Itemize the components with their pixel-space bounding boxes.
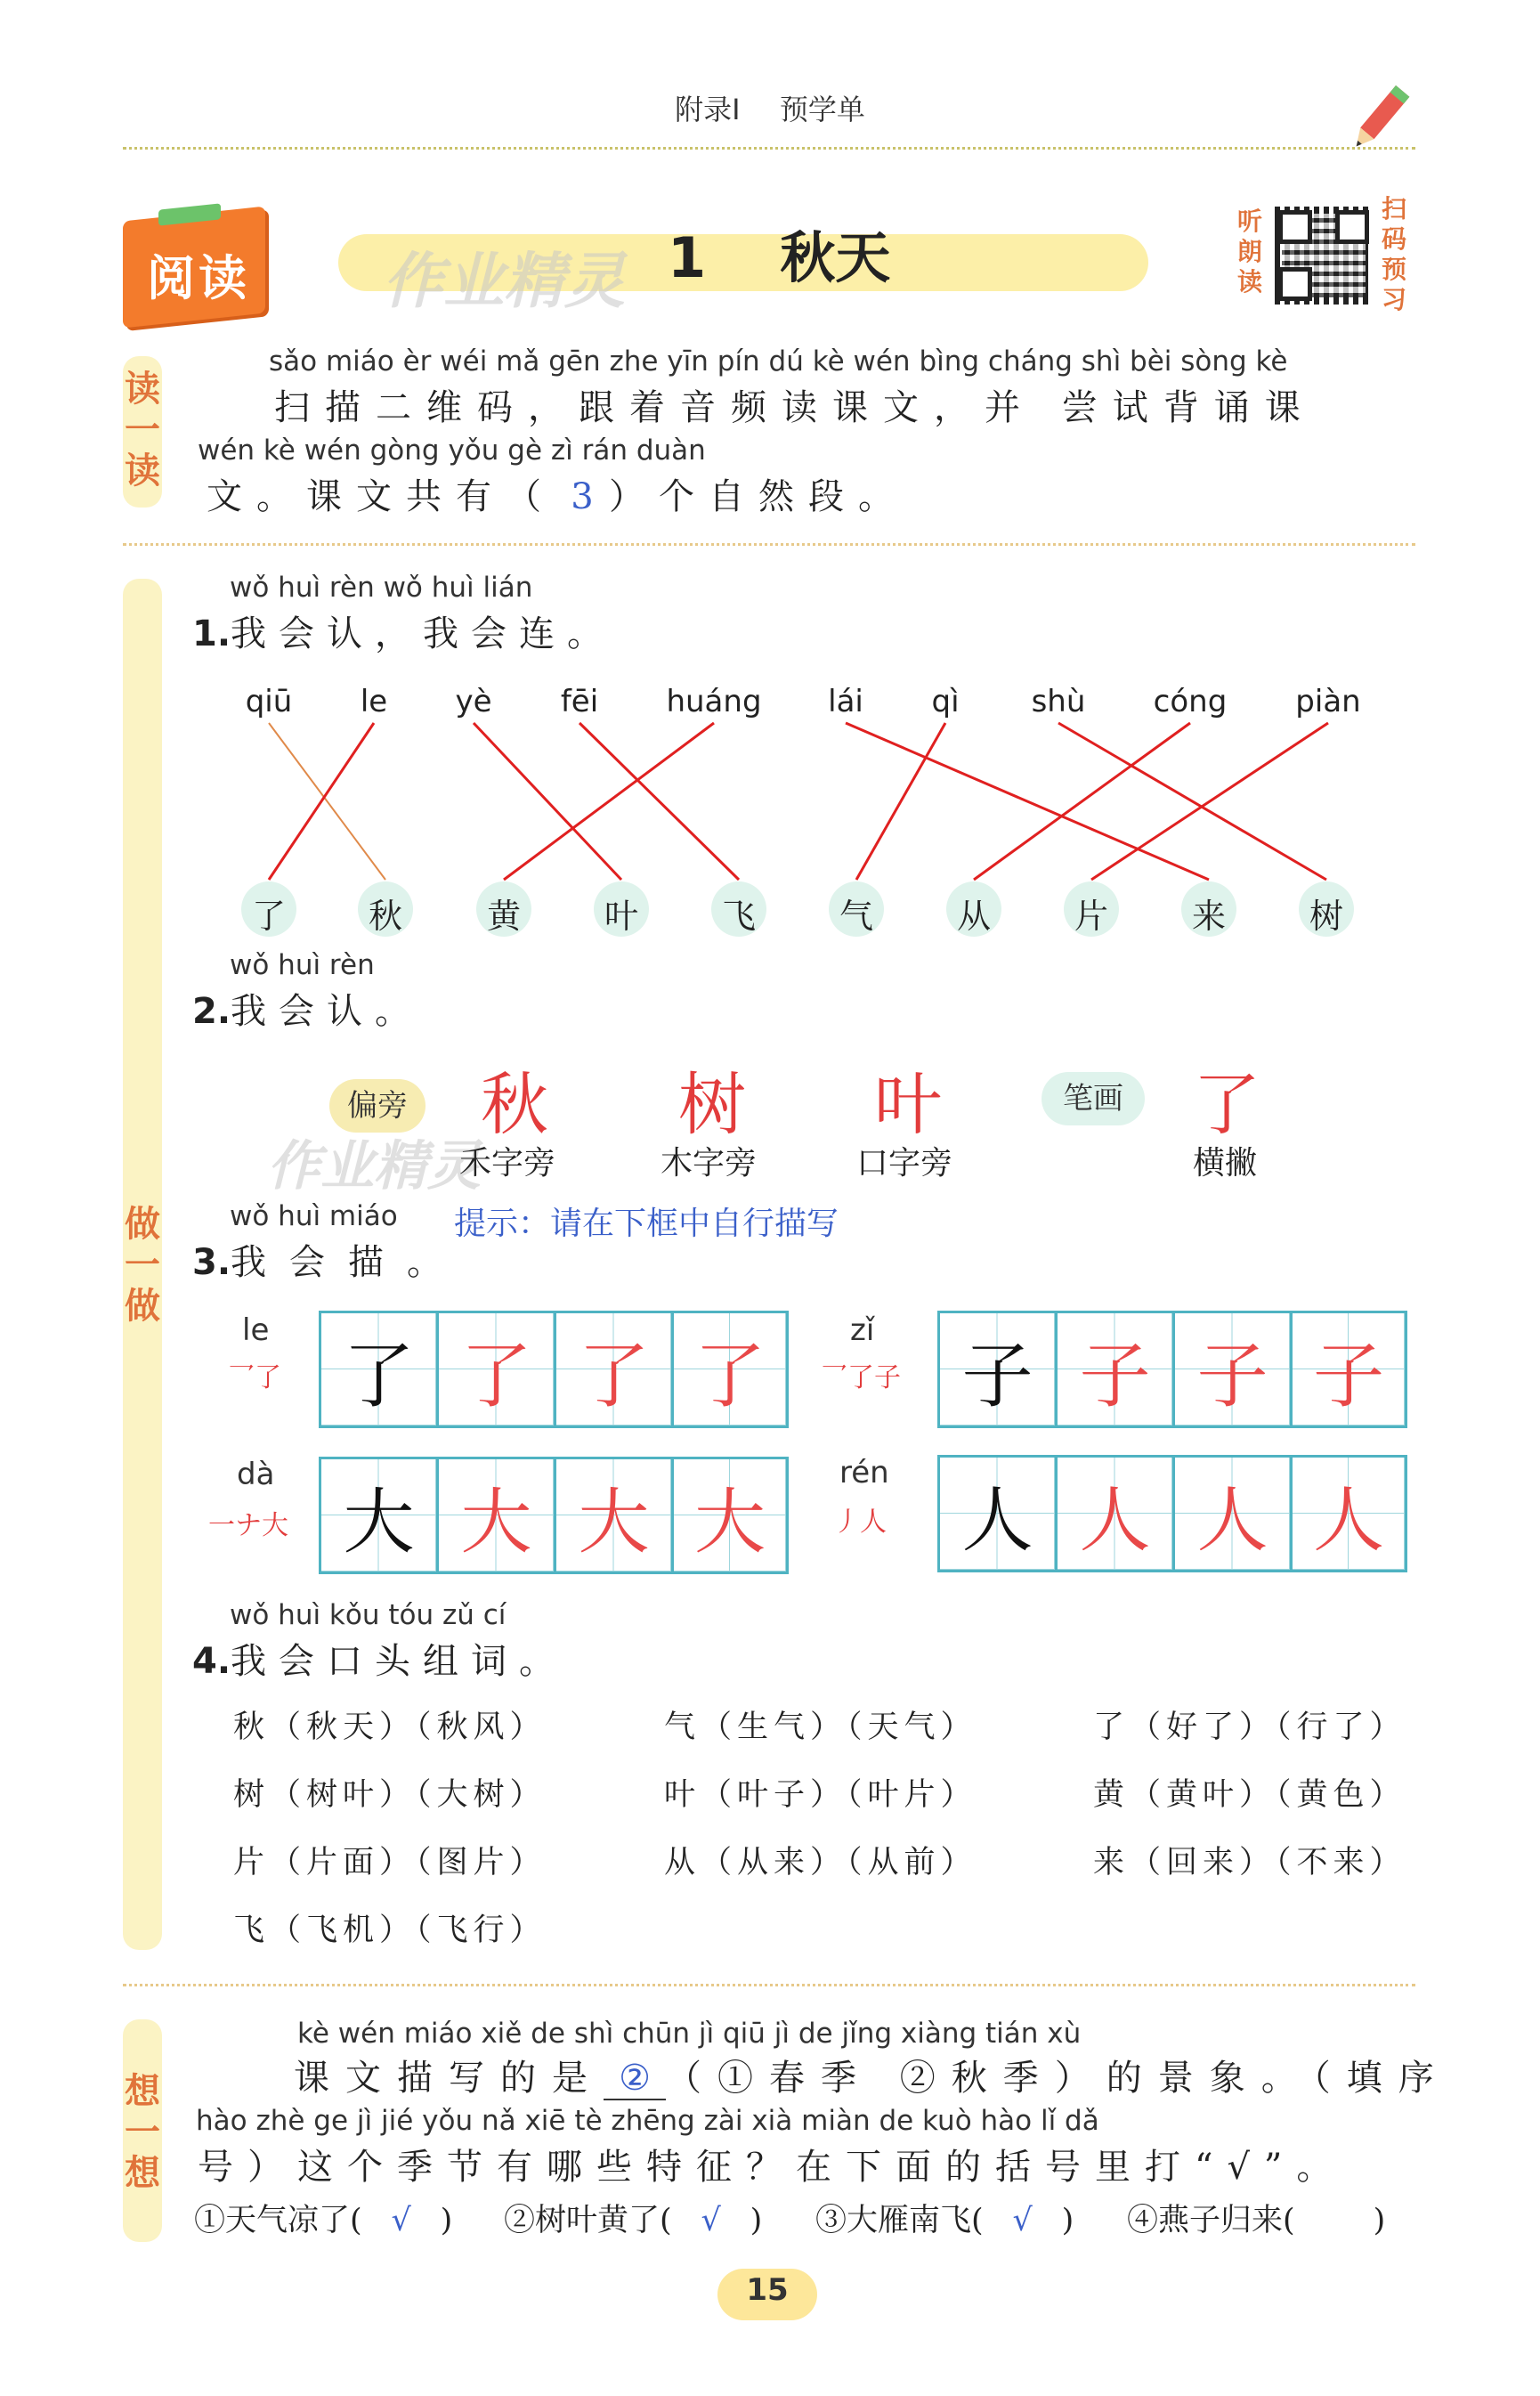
q2-stroke-note: 横撇 (1193, 1145, 1258, 1182)
q1-pinyin-0[interactable]: qiū (245, 684, 293, 719)
match-line (474, 723, 621, 880)
trace-cell[interactable]: 了 (671, 1311, 789, 1428)
radical-tag: 偏旁 (329, 1079, 426, 1133)
q2-stroke-char: 了 (1193, 1065, 1260, 1144)
header-section: 预学单 (779, 93, 865, 126)
q1-char-4[interactable]: 飞 (721, 897, 756, 936)
q3-question (192, 1234, 466, 1285)
q3-g3-pinyin: dà (237, 1457, 275, 1492)
q3-g4-strokes: 丿人 (833, 1507, 887, 1538)
q3-g3-strokes: 一ナ大 (208, 1510, 288, 1541)
trace-cell: 子 (937, 1311, 1055, 1428)
option-label: ④燕子归来( (1127, 2203, 1295, 2238)
q1-pinyin-6[interactable]: qì (931, 684, 960, 719)
trace-cell[interactable]: 子 (1290, 1311, 1407, 1428)
q3-text: 我会描。 (231, 1242, 466, 1283)
q1-pinyin-3[interactable]: fēi (560, 684, 599, 719)
word-group: 了（好了）（行了） (1093, 1710, 1406, 1745)
q1-text: 我会认，我会连。 (231, 613, 616, 654)
q3-grid-2[interactable] (937, 1311, 1407, 1428)
think-line1-pinyin: kè wén miáo xiě de shì chūn jì qiū jì de jǐng xiàng tián xù (297, 2018, 1082, 2050)
lesson-number: 1 (668, 225, 707, 290)
option-label: ①天气凉了( (194, 2203, 362, 2238)
stroke-tag: 笔画 (1042, 1072, 1145, 1125)
word-group: 黄（黄叶）（黄色） (1093, 1777, 1406, 1813)
think-option-4[interactable] (1127, 2196, 1385, 2240)
q1-pinyin-8[interactable]: cóng (1153, 684, 1228, 719)
trace-cell[interactable]: 人 (1055, 1455, 1172, 1572)
read-line2-a: 文。课文共有（ (207, 476, 555, 517)
header-appendix: 附录Ⅰ (675, 93, 741, 126)
option-check[interactable]: √ (1012, 2203, 1033, 2238)
q3-g1-pinyin: le (242, 1312, 270, 1348)
qr-left-label: 听朗读 (1237, 207, 1263, 296)
match-line (1091, 723, 1328, 880)
q3-g4-pinyin: rén (839, 1455, 889, 1490)
think-option-3[interactable] (815, 2196, 1074, 2240)
trace-cell: 了 (319, 1311, 436, 1428)
q1-char-6[interactable]: 从 (956, 897, 991, 936)
option-check[interactable]: √ (701, 2203, 721, 2238)
read-line1-pinyin: sǎo miáo èr wéi mǎ gēn zhe yīn pín dú kè wén bìng cháng shì bèi sòng kè (269, 345, 1288, 378)
q2-char-1: 秋 (481, 1065, 548, 1144)
q3-g2-pinyin: zǐ (850, 1312, 875, 1348)
q4-text: 我会口头组词。 (231, 1641, 568, 1682)
q1-char-3[interactable]: 叶 (604, 897, 638, 936)
paragraph-count-answer[interactable]: 3 (571, 476, 594, 517)
q3-pinyin: wǒ huì miáo (230, 1200, 398, 1232)
q3-hint: 提示：请在下框中自行描写 (454, 1206, 839, 1242)
q1-char-7[interactable]: 片 (1074, 897, 1108, 936)
q1-pinyin-7[interactable]: shù (1031, 684, 1086, 719)
q2-question (192, 983, 423, 1034)
trace-cell[interactable]: 大 (554, 1457, 671, 1574)
trace-cell[interactable]: 人 (1172, 1455, 1290, 1572)
q4-question (192, 1633, 567, 1684)
q2-text: 我会认。 (231, 991, 424, 1032)
word-group: 飞（飞机）（飞行） (233, 1913, 547, 1948)
page-number: 15 (746, 2272, 789, 2308)
read-line1-text: 扫描二维码，跟着音频读课文，并 尝试背诵课 (274, 387, 1316, 428)
q1-pinyin-5[interactable]: lái (828, 684, 863, 719)
option-close-paren: ) (1373, 2203, 1386, 2238)
q1-pinyin-9[interactable]: piàn (1295, 684, 1361, 719)
read-side-label: 读一读 (125, 369, 160, 491)
word-group: 秋（秋天）（秋风） (233, 1710, 547, 1745)
q3-grid-1[interactable] (319, 1311, 789, 1428)
watermark: 作业精灵 (383, 247, 626, 317)
q3-grid-4[interactable] (937, 1455, 1407, 1572)
read-line2-pinyin: wén kè wén gòng yǒu gè zì rán duàn (198, 435, 706, 467)
q1-match-lines (0, 0, 1540, 979)
reading-tag-label: 阅读 (147, 250, 250, 306)
q1-char-8[interactable]: 来 (1191, 897, 1226, 936)
option-label: ③大雁南飞( (815, 2203, 984, 2238)
option-close-paren: ) (1061, 2203, 1074, 2238)
q4-pinyin: wǒ huì kǒu tóu zǔ cí (230, 1599, 507, 1631)
option-check[interactable]: √ (391, 2203, 411, 2238)
trace-cell[interactable]: 了 (554, 1311, 671, 1428)
match-line (1058, 723, 1326, 880)
q2-char-3: 叶 (874, 1065, 942, 1144)
q3-number: 3. (192, 1242, 231, 1283)
word-group: 叶（叶子）（叶片） (664, 1777, 977, 1813)
q2-pinyin: wǒ huì rèn (230, 949, 375, 981)
q2-note-3: 口字旁 (856, 1145, 953, 1182)
q1-number: 1. (192, 613, 231, 654)
word-group: 气（生气）（天气） (664, 1710, 977, 1745)
think-line2-pinyin: hào zhè ge jì jié yǒu nǎ xiē tè zhēng zài xià miàn de kuò hào lǐ dǎ (196, 2105, 1099, 2137)
q1-char-2[interactable]: 黄 (486, 897, 521, 936)
q2-number: 2. (192, 991, 231, 1032)
think-line1 (294, 2050, 1450, 2100)
do-divider (123, 1984, 1415, 1986)
think-line1-b: （①春季 ②秋季）的景象。（填序 (666, 2058, 1450, 2099)
q1-pinyin: wǒ huì rèn wǒ huì lián (230, 572, 533, 604)
word-group: 片（片面）（图片） (233, 1845, 547, 1880)
q3-g1-strokes: 乛了 (228, 1362, 281, 1393)
think-option-1[interactable] (194, 2196, 452, 2240)
q3-grid-3[interactable] (319, 1457, 789, 1574)
q1-char-1[interactable]: 秋 (368, 897, 402, 936)
q1-pinyin-1[interactable]: le (360, 684, 388, 719)
think-side-label: 想一想 (125, 2071, 160, 2194)
q3-g2-strokes: 乛了子 (821, 1362, 901, 1393)
q2-char-2: 树 (678, 1065, 746, 1144)
read-line2-b: ）个自然段。 (609, 476, 908, 517)
trace-cell: 大 (319, 1457, 436, 1574)
option-close-paren: ) (750, 2203, 763, 2238)
trace-cell[interactable]: 子 (1055, 1311, 1172, 1428)
think-line2: 号）这个季节有哪些特征？在下面的括号里打“√”。 (198, 2147, 1347, 2188)
word-group: 树（树叶）（大树） (233, 1777, 547, 1813)
option-label: ②树叶黄了( (504, 2203, 672, 2238)
q2-note-2: 木字旁 (661, 1145, 758, 1182)
q1-pinyin-4[interactable]: huáng (666, 684, 762, 719)
qr-right-label: 扫码预习 (1382, 194, 1407, 314)
season-answer[interactable]: ② (604, 2058, 666, 2100)
match-line (269, 723, 374, 880)
trace-cell[interactable]: 了 (436, 1311, 554, 1428)
word-group: 来（回来）（不来） (1093, 1845, 1406, 1880)
q1-char-0[interactable]: 了 (251, 897, 286, 936)
think-line1-a: 课文描写的是 (294, 2058, 604, 2099)
match-line (269, 723, 385, 880)
word-group: 从（从来）（从前） (664, 1845, 977, 1880)
q2-watermark: 作业精灵 (267, 1135, 481, 1198)
q2-note-1: 禾字旁 (459, 1145, 556, 1182)
do-side-label: 做一做 (125, 1204, 160, 1327)
think-option-2[interactable] (504, 2196, 762, 2240)
q4-number: 4. (192, 1641, 231, 1682)
trace-cell[interactable]: 人 (1290, 1455, 1407, 1572)
trace-cell[interactable]: 大 (671, 1457, 789, 1574)
option-close-paren: ) (440, 2203, 453, 2238)
q1-pinyin-2[interactable]: yè (455, 684, 492, 719)
trace-cell[interactable]: 子 (1172, 1311, 1290, 1428)
match-line (504, 723, 714, 880)
lesson-name: 秋天 (780, 225, 891, 290)
match-line (580, 723, 739, 880)
q1-char-5[interactable]: 气 (839, 897, 873, 936)
trace-cell[interactable]: 大 (436, 1457, 554, 1574)
trace-cell: 人 (937, 1455, 1055, 1572)
q1-char-9[interactable]: 树 (1309, 897, 1343, 936)
